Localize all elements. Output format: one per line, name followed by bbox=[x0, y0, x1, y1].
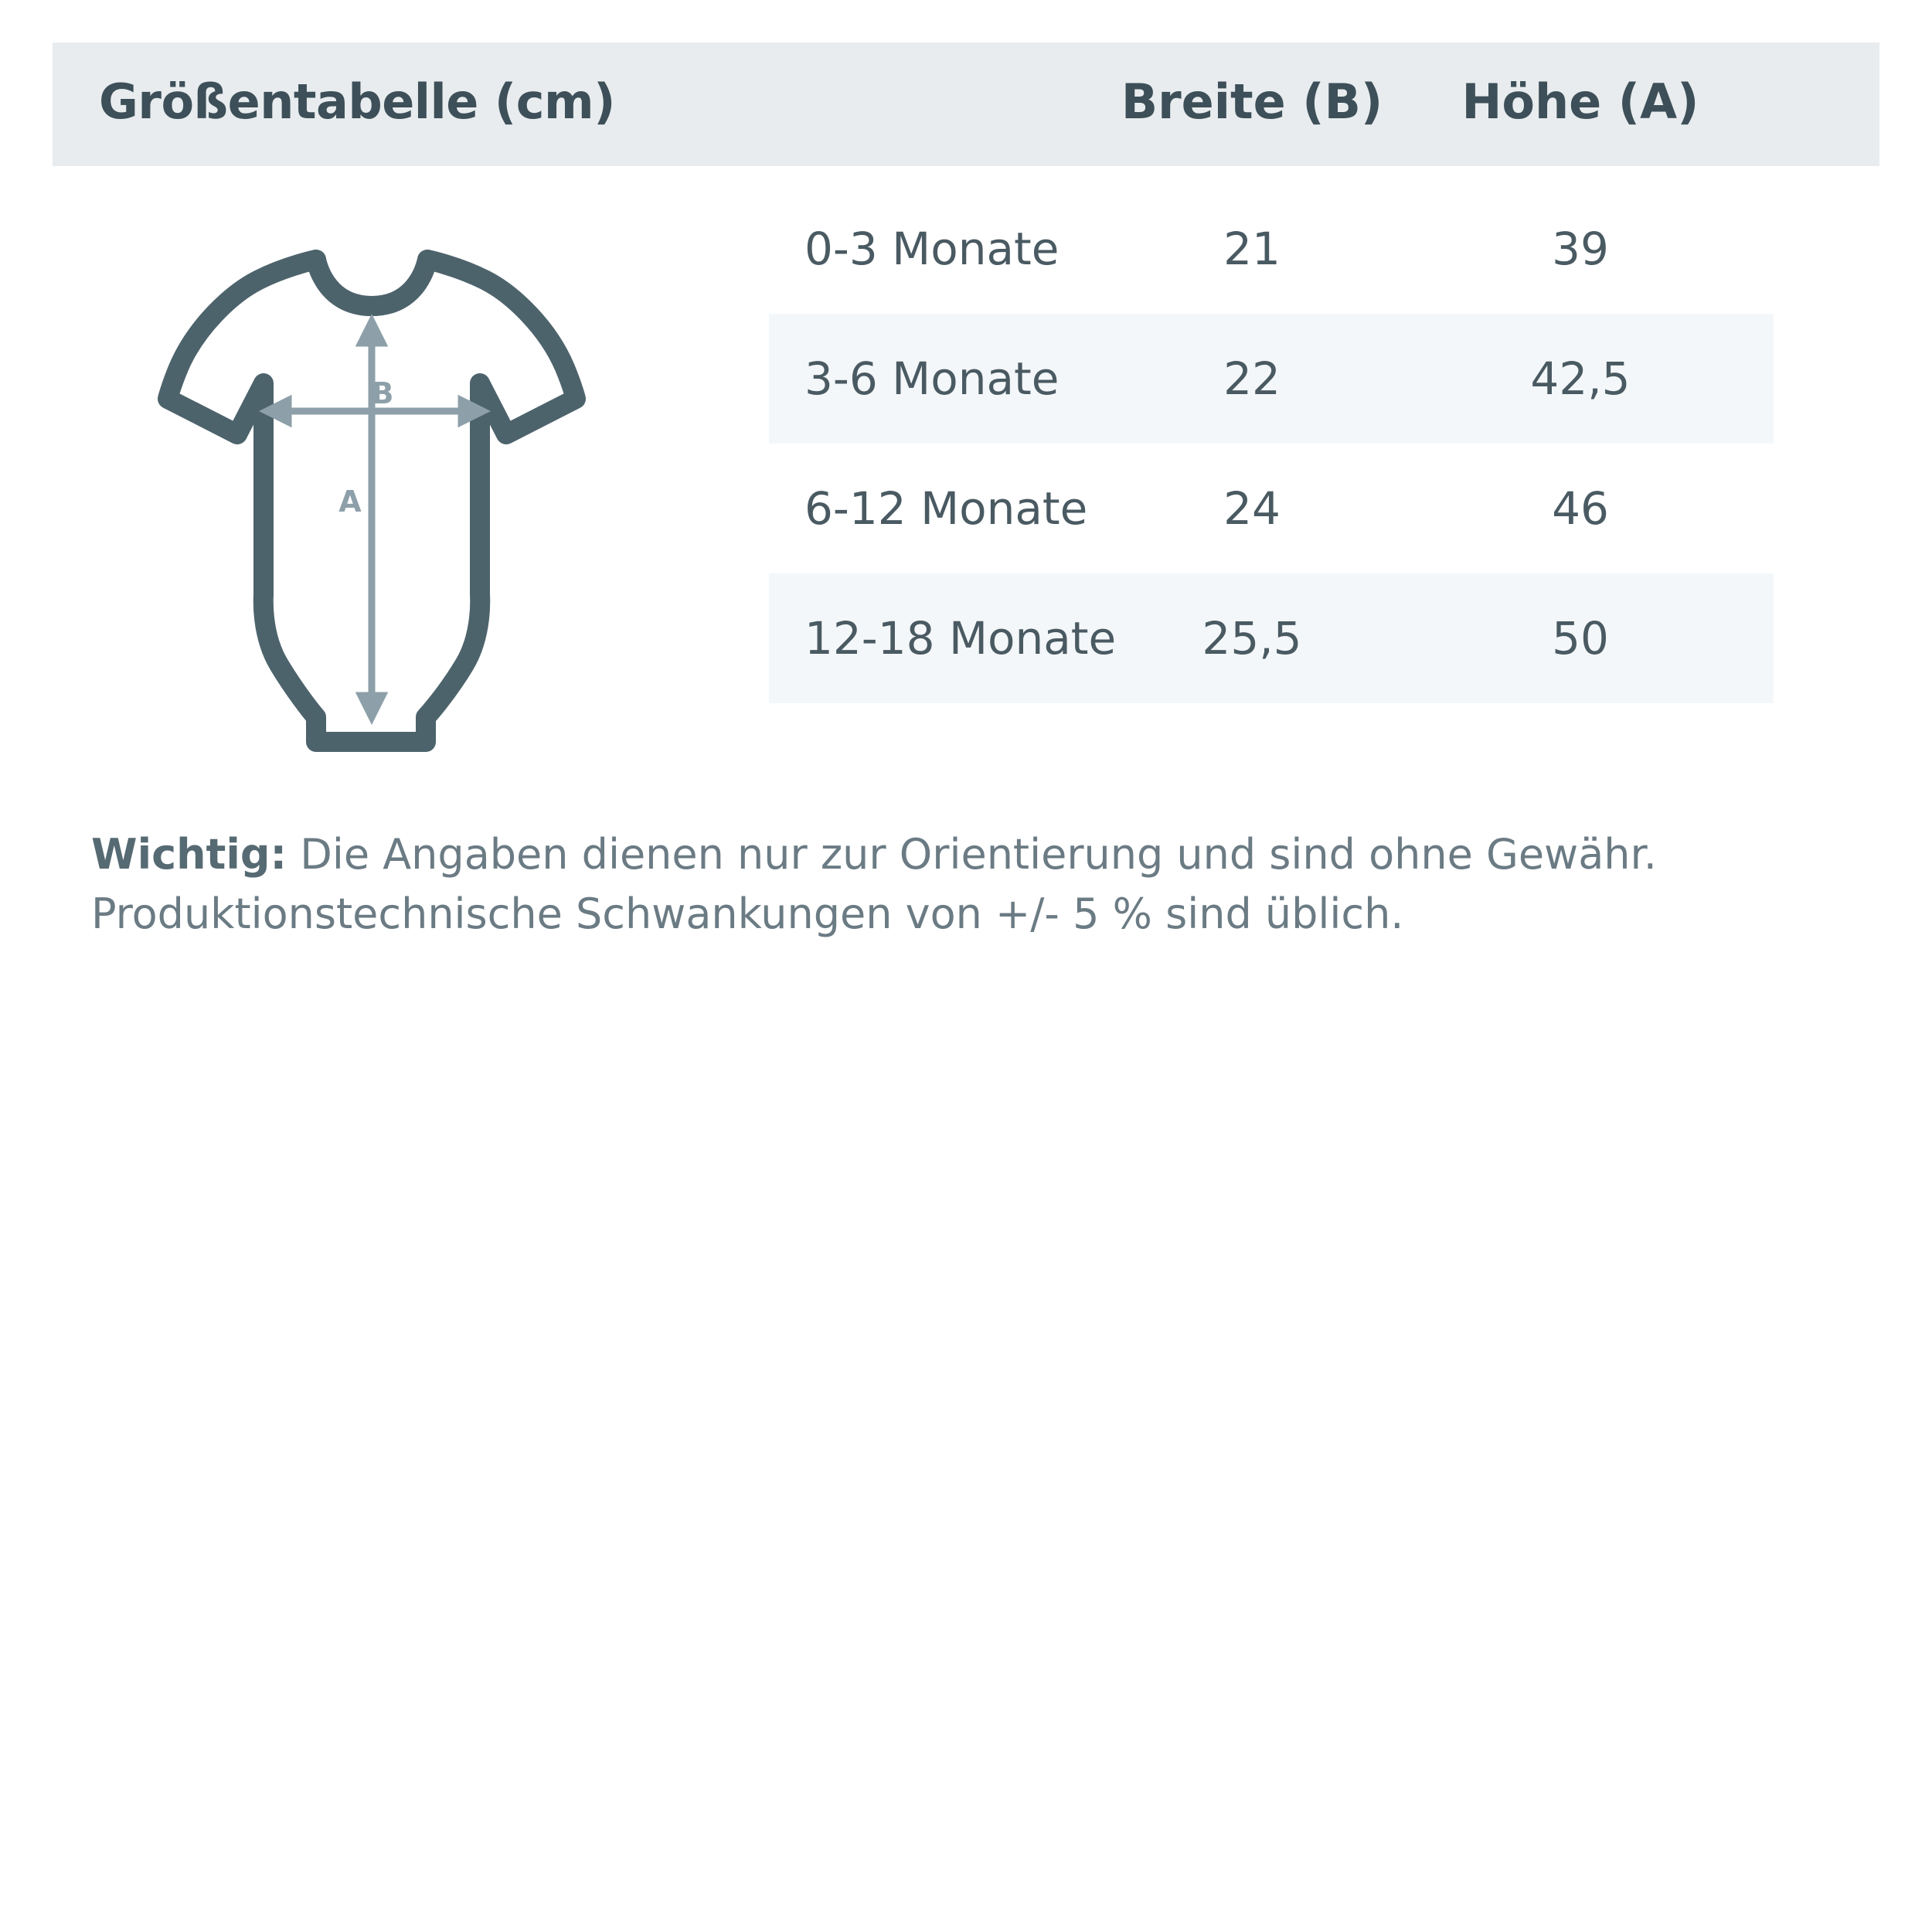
cell-height: 42,5 bbox=[1530, 352, 1631, 405]
page-title: Größentabelle (cm) bbox=[99, 73, 615, 130]
size-table bbox=[769, 184, 1774, 703]
disclaimer-strong: Wichtig: bbox=[91, 830, 287, 879]
disclaimer-note bbox=[91, 825, 1861, 944]
height-label: A bbox=[338, 485, 362, 519]
cell-height: 46 bbox=[1552, 482, 1609, 535]
cell-size: 0-3 Monate bbox=[804, 223, 1060, 275]
disclaimer-text: Die Angaben dienen nur zur Orientierung und sind ohne Gewähr. Produktionstechnische Schwankungen von +/- 5 % sind üblich. bbox=[91, 830, 1657, 938]
cell-size: 3-6 Monate bbox=[804, 352, 1060, 405]
table-row bbox=[769, 444, 1774, 573]
cell-size: 12-18 Monate bbox=[804, 612, 1117, 665]
bodysuit-diagram bbox=[151, 232, 676, 773]
table-row bbox=[769, 184, 1774, 314]
cell-width: 24 bbox=[1223, 482, 1281, 535]
cell-height: 50 bbox=[1552, 612, 1609, 665]
cell-width: 21 bbox=[1223, 223, 1281, 275]
table-row bbox=[769, 573, 1774, 703]
table-row bbox=[769, 314, 1774, 444]
column-header-height: Höhe (A) bbox=[1461, 73, 1699, 130]
baby-bodysuit-icon bbox=[151, 232, 676, 773]
cell-height: 39 bbox=[1552, 223, 1609, 275]
cell-width: 25,5 bbox=[1202, 612, 1302, 665]
cell-size: 6-12 Monate bbox=[804, 482, 1088, 535]
column-header-width: Breite (B) bbox=[1121, 73, 1383, 130]
cell-width: 22 bbox=[1223, 352, 1281, 405]
width-label: B bbox=[371, 376, 394, 410]
